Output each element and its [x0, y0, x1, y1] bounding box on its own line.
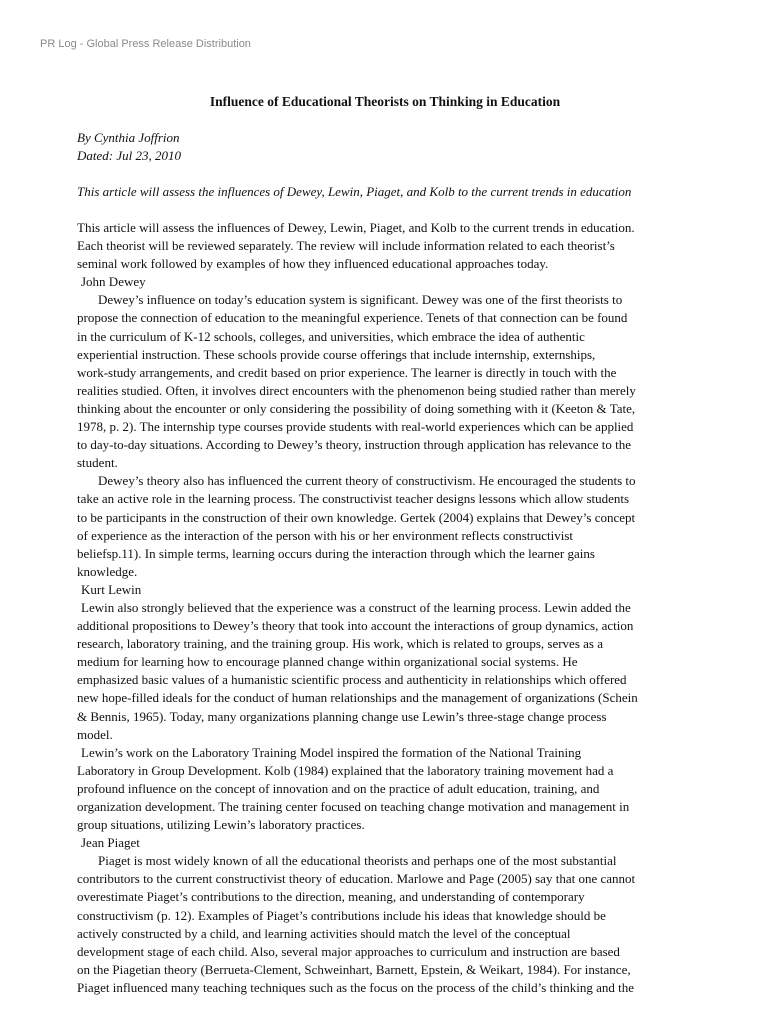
body-line: knowledge. [77, 563, 138, 579]
body-line: model. [77, 726, 113, 742]
body-line: This article will assess the influences of Dewey, Lewin, Piaget, and Kolb to the current trends in education. [77, 220, 635, 235]
article-author: By Cynthia Joffrion [77, 130, 180, 145]
body-line: constructivism (p. 12). Examples of Piaget’s contributions include his ideas that knowledge should be [77, 907, 606, 923]
body-line: take an active role in the learning process. The constructivist teacher designs lessons which allow students [77, 491, 630, 507]
body-line: research, laboratory training, and the training group. His work, which is related to groups, serves as a [77, 636, 603, 652]
body-line: student. [77, 455, 118, 471]
body-line: Each theorist will be reviewed separately. The review will include information related to each theorist’s [77, 238, 615, 254]
body-line: Dewey’s influence on today’s education system is significant. Dewey was one of the first theorists to [98, 292, 623, 308]
body-line: organization development. The training center focused on teaching change motivation and management in [77, 799, 630, 814]
body-line: experiential instruction. These schools provide course offerings that include internship, externships, [77, 346, 596, 362]
body-line: medium for learning how to encourage planned change within organizational social systems. He [77, 654, 578, 670]
body-line: Laboratory in Group Development. Kolb (1984) explained that the laboratory training movement had a [77, 762, 614, 778]
body-line: group situations, utilizing Lewin’s laboratory practices. [77, 817, 365, 833]
body-line: realities studied. Often, it involves direct encounters with the phenomenon being studied rather than merely [77, 382, 636, 398]
body-line: new hope-filled ideals for the conduct of human relationships and the management of organizations (Schein [77, 690, 638, 706]
body-line: seminal work followed by examples of how they influenced educational approaches today. [77, 256, 549, 272]
section-heading: Jean Piaget [81, 835, 140, 851]
section-heading: John Dewey [81, 274, 146, 290]
body-line: additional propositions to Dewey’s theory that took into account the interactions of group dynamics, action [77, 618, 634, 634]
article-body [77, 219, 693, 997]
body-line: & Bennis, 1965). Today, many organizations planning change use Lewin’s three-stage change process [77, 708, 607, 724]
article-date: Dated: Jul 23, 2010 [77, 148, 181, 163]
body-line: overestimate Piaget’s contributions to the direction, meaning, and understanding of contemporary [77, 889, 585, 905]
body-line: work-study arrangements, and credit based on prior experience. The learner is directly in touch with the [77, 364, 617, 380]
body-line: Lewin’s work on the Laboratory Training Model inspired the formation of the National Training [81, 744, 582, 760]
article-title: Influence of Educational Theorists on Thinking in Education [209, 94, 561, 109]
body-line: contributors to the current constructivist theory of education. Marlowe and Page (2005) say that one cannot [77, 871, 636, 887]
body-line: propose the connection of education to the meaningful experience. Tenets of that connection can be found [77, 310, 628, 326]
article-summary: This article will assess the influences of Dewey, Lewin, Piaget, and Kolb to the current trends in education [77, 184, 632, 199]
body-line: development stage of each child. Also, several major approaches to curriculum and instruction are based [77, 943, 620, 959]
body-line: emphasized basic values of a humanistic scientific process and authenticity in relationships which offered [77, 672, 627, 688]
body-line: thinking about the encounter or only considering the possibility of doing something with it (Keeton & Tate, [77, 400, 636, 416]
body-line: Piaget influenced many teaching techniques such as the focus on the process of the child’s thinking and the [77, 979, 635, 995]
body-line: to be participants in the construction of their own knowledge. Gertek (2004) explains that Dewey’s concept [77, 509, 636, 525]
body-line: beliefsp.11). In simple terms, learning occurs during the interaction through which the learner gains [77, 545, 595, 561]
body-line: on the Piagetian theory (Berrueta-Clement, Schweinhart, Barnett, Epstein, & Weikart, 1984). For instance, [77, 961, 631, 977]
article [77, 93, 693, 997]
body-line: Lewin also strongly believed that the experience was a construct of the learning process. Lewin added the [81, 599, 631, 615]
body-line: actively constructed by a child, and learning activities should match the level of the conceptual [77, 925, 571, 941]
site-header: PR Log - Global Press Release Distribution [40, 38, 251, 50]
body-line: in the curriculum of K-12 schools, colleges, and universities, which embrace the idea of authentic [77, 328, 585, 344]
body-line: 1978, p. 2). The internship type courses provide students with real-world experiences which can be applied [77, 419, 634, 435]
body-line: of experience as the interaction of the person with his or her environment reflects constructivist [77, 527, 573, 543]
body-line: Piaget is most widely known of all the educational theorists and perhaps one of the most substantial [98, 853, 617, 869]
body-line: Dewey’s theory also has influenced the current theory of constructivism. He encouraged the students to [98, 473, 636, 489]
section-heading: Kurt Lewin [81, 581, 142, 597]
body-line: profound influence on the concept of innovation and on the practice of adult education, training, and [77, 780, 600, 796]
body-line: to day-to-day situations. According to Dewey’s theory, instruction through application has relevance to the [77, 437, 632, 453]
